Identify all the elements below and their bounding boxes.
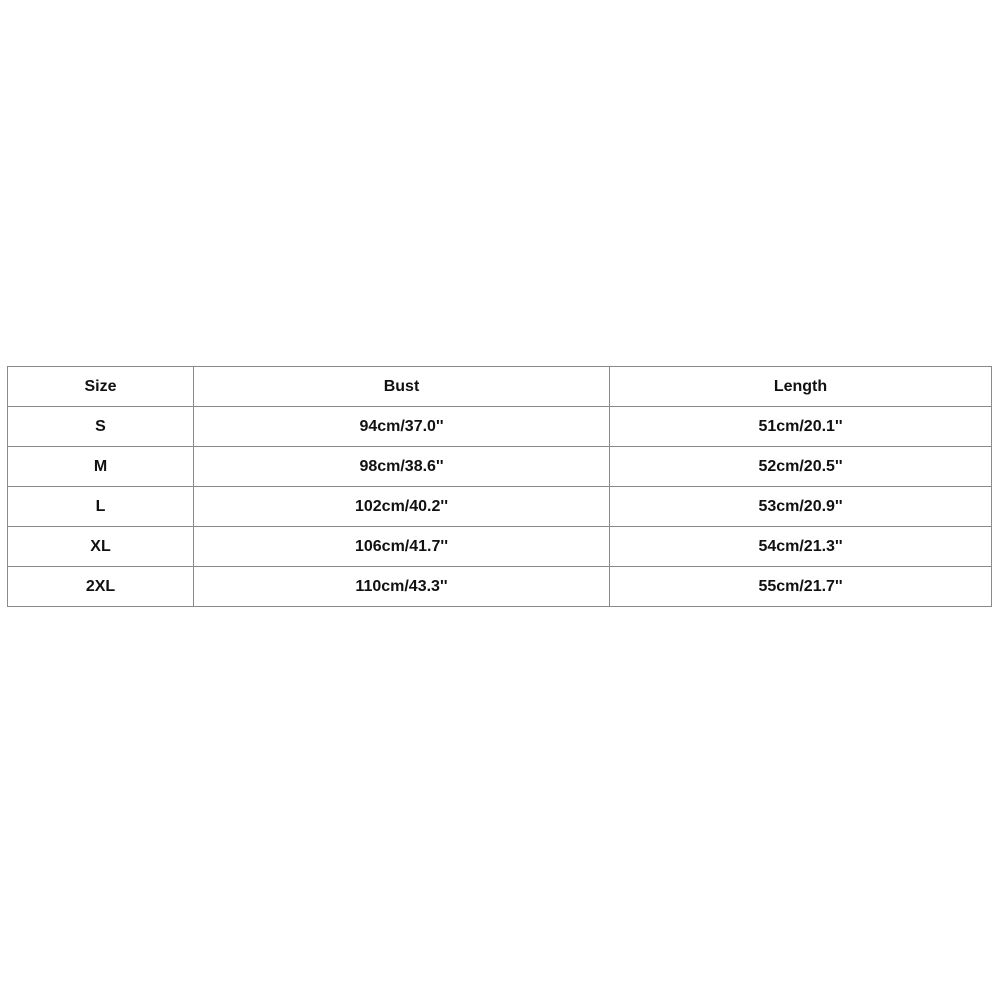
size-chart-table: [7, 366, 992, 607]
cell-bust: 94cm/37.0'': [194, 407, 610, 447]
cell-size: 2XL: [8, 567, 194, 607]
table-header-row: [8, 367, 992, 407]
cell-length: 53cm/20.9'': [610, 487, 992, 527]
table-row: [8, 527, 992, 567]
cell-length: 55cm/21.7'': [610, 567, 992, 607]
cell-bust: 98cm/38.6'': [194, 447, 610, 487]
header-size: Size: [8, 367, 194, 407]
cell-bust: 106cm/41.7'': [194, 527, 610, 567]
cell-size: M: [8, 447, 194, 487]
cell-length: 54cm/21.3'': [610, 527, 992, 567]
table-row: [8, 447, 992, 487]
cell-bust: 110cm/43.3'': [194, 567, 610, 607]
cell-length: 52cm/20.5'': [610, 447, 992, 487]
header-bust: Bust: [194, 367, 610, 407]
cell-bust: 102cm/40.2'': [194, 487, 610, 527]
table-row: [8, 407, 992, 447]
cell-size: S: [8, 407, 194, 447]
cell-size: L: [8, 487, 194, 527]
cell-size: XL: [8, 527, 194, 567]
cell-length: 51cm/20.1'': [610, 407, 992, 447]
header-length: Length: [610, 367, 992, 407]
table-row: [8, 567, 992, 607]
table-row: [8, 487, 992, 527]
